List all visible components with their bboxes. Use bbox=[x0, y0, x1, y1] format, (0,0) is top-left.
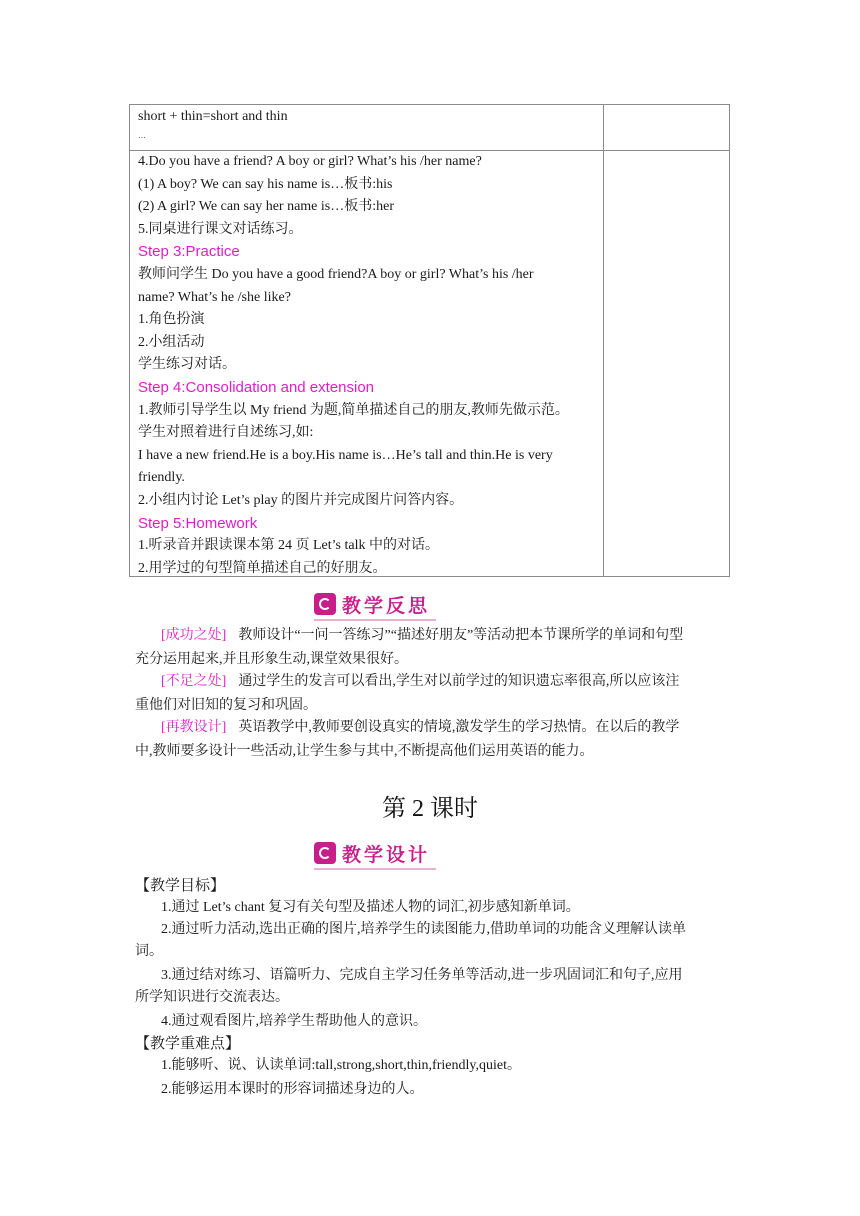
row2-line: 2.用学过的句型简单描述自己的好朋友。 bbox=[138, 560, 387, 576]
reflection-banner-text: 教学反思 bbox=[342, 594, 431, 617]
goal-continuation: 词。 bbox=[135, 944, 163, 959]
step-heading: Step 5:Homework bbox=[138, 514, 258, 532]
success-tag: [成功之处] bbox=[161, 628, 227, 643]
lesson-table bbox=[129, 104, 730, 577]
row2-line: 2.小组内讨论 Let’s play 的图片并完成图片问答内容。 bbox=[138, 492, 464, 508]
reflection-banner bbox=[314, 591, 430, 617]
success-paragraph bbox=[135, 624, 731, 672]
row2-line: friendly. bbox=[138, 470, 185, 486]
goal-item: 4.通过观看图片,培养学生帮助他人的意识。 bbox=[161, 1014, 427, 1029]
shortfall-paragraph bbox=[135, 670, 731, 718]
design-banner bbox=[314, 840, 430, 866]
banner-logo-icon bbox=[314, 593, 336, 615]
banner-underline bbox=[314, 619, 436, 621]
table-row-1 bbox=[138, 106, 598, 143]
keys-heading: 【教学重难点】 bbox=[135, 1036, 241, 1052]
banner-underline bbox=[314, 868, 436, 870]
key-item: 2.能够运用本课时的形容词描述身边的人。 bbox=[161, 1082, 424, 1097]
row2-line: 1.听录音并跟读课本第 24 页 Let’s talk 中的对话。 bbox=[138, 538, 439, 554]
row2-line: 1.教师引导学生以 My friend 为题,简单描述自己的朋友,教师先做示范。 bbox=[138, 402, 569, 418]
step-heading: Step 3:Practice bbox=[138, 243, 240, 261]
row2-line: name? What’s he /she like? bbox=[138, 289, 291, 305]
goal-continuation: 所学知识进行交流表达。 bbox=[135, 990, 289, 1005]
row2-line: (1) A boy? We can say his name is…板书:his bbox=[138, 176, 393, 192]
row2-line: (2) A girl? We can say her name is…板书:her bbox=[138, 199, 394, 215]
success-text-1: 教师设计“一问一答练习”“描述好朋友”等活动把本节课所学的单词和句型 bbox=[238, 628, 684, 643]
row2-line: 5.同桌进行课文对话练习。 bbox=[138, 221, 303, 237]
redesign-text-1: 英语教学中,教师要创设真实的情境,激发学生的学习热情。在以后的教学 bbox=[238, 720, 680, 735]
goal-text: 2.通过听力活动,选出正确的图片,培养学生的读图能力,借助单词的功能含义理解认读单 bbox=[161, 922, 686, 937]
row1-ellipsis: … bbox=[138, 130, 146, 140]
banner-logo-icon bbox=[314, 842, 336, 864]
row2-line: I have a new friend.He is a boy.His name is…He’s tall and thin.He is very bbox=[138, 447, 553, 463]
shortfall-text-1: 通过学生的发言可以看出,学生对以前学过的知识遗忘率很高,所以应该注 bbox=[238, 674, 680, 689]
row2-line: 学生对照着进行自述练习,如: bbox=[138, 425, 314, 441]
shortfall-text-2: 重他们对旧知的复习和巩固。 bbox=[135, 698, 317, 713]
key-item: 1.能够听、说、认读单词:tall,strong,short,thin,friendly,quiet。 bbox=[161, 1058, 521, 1073]
success-text-2: 充分运用起来,并且形象生动,课堂效果很好。 bbox=[135, 652, 408, 667]
goal-item bbox=[135, 918, 731, 942]
lesson-title: 第 2 课时 bbox=[382, 796, 478, 822]
row2-line: 4.Do you have a friend? A boy or girl? What’s his /her name? bbox=[138, 154, 482, 169]
shortfall-tag: [不足之处] bbox=[161, 674, 227, 689]
row2-line: 2.小组活动 bbox=[138, 334, 205, 350]
table-column-divider bbox=[603, 105, 604, 576]
redesign-paragraph bbox=[135, 716, 731, 764]
redesign-text-2: 中,教师要多设计一些活动,让学生参与其中,不断提高他们运用英语的能力。 bbox=[135, 744, 594, 759]
step-heading: Step 4:Consolidation and extension bbox=[138, 378, 375, 396]
design-banner-text: 教学设计 bbox=[342, 843, 431, 866]
goal-item: 1.通过 Let’s chant 复习有关句型及描述人物的词汇,初步感知新单词。 bbox=[161, 900, 580, 915]
row1-line1: short + thin=short and thin bbox=[138, 109, 288, 124]
row2-line: 教师问学生 Do you have a good friend?A boy or girl? What’s his /her bbox=[138, 266, 534, 282]
goal-item: 3.通过结对练习、语篇听力、完成自主学习任务单等活动,进一步巩固词汇和句子,应用 bbox=[161, 968, 683, 983]
row2-line: 1.角色扮演 bbox=[138, 312, 205, 328]
table-row-2 bbox=[138, 151, 598, 580]
redesign-tag: [再教设计] bbox=[161, 720, 227, 735]
row2-line: 学生练习对话。 bbox=[138, 357, 236, 373]
goals-heading: 【教学目标】 bbox=[135, 878, 226, 894]
